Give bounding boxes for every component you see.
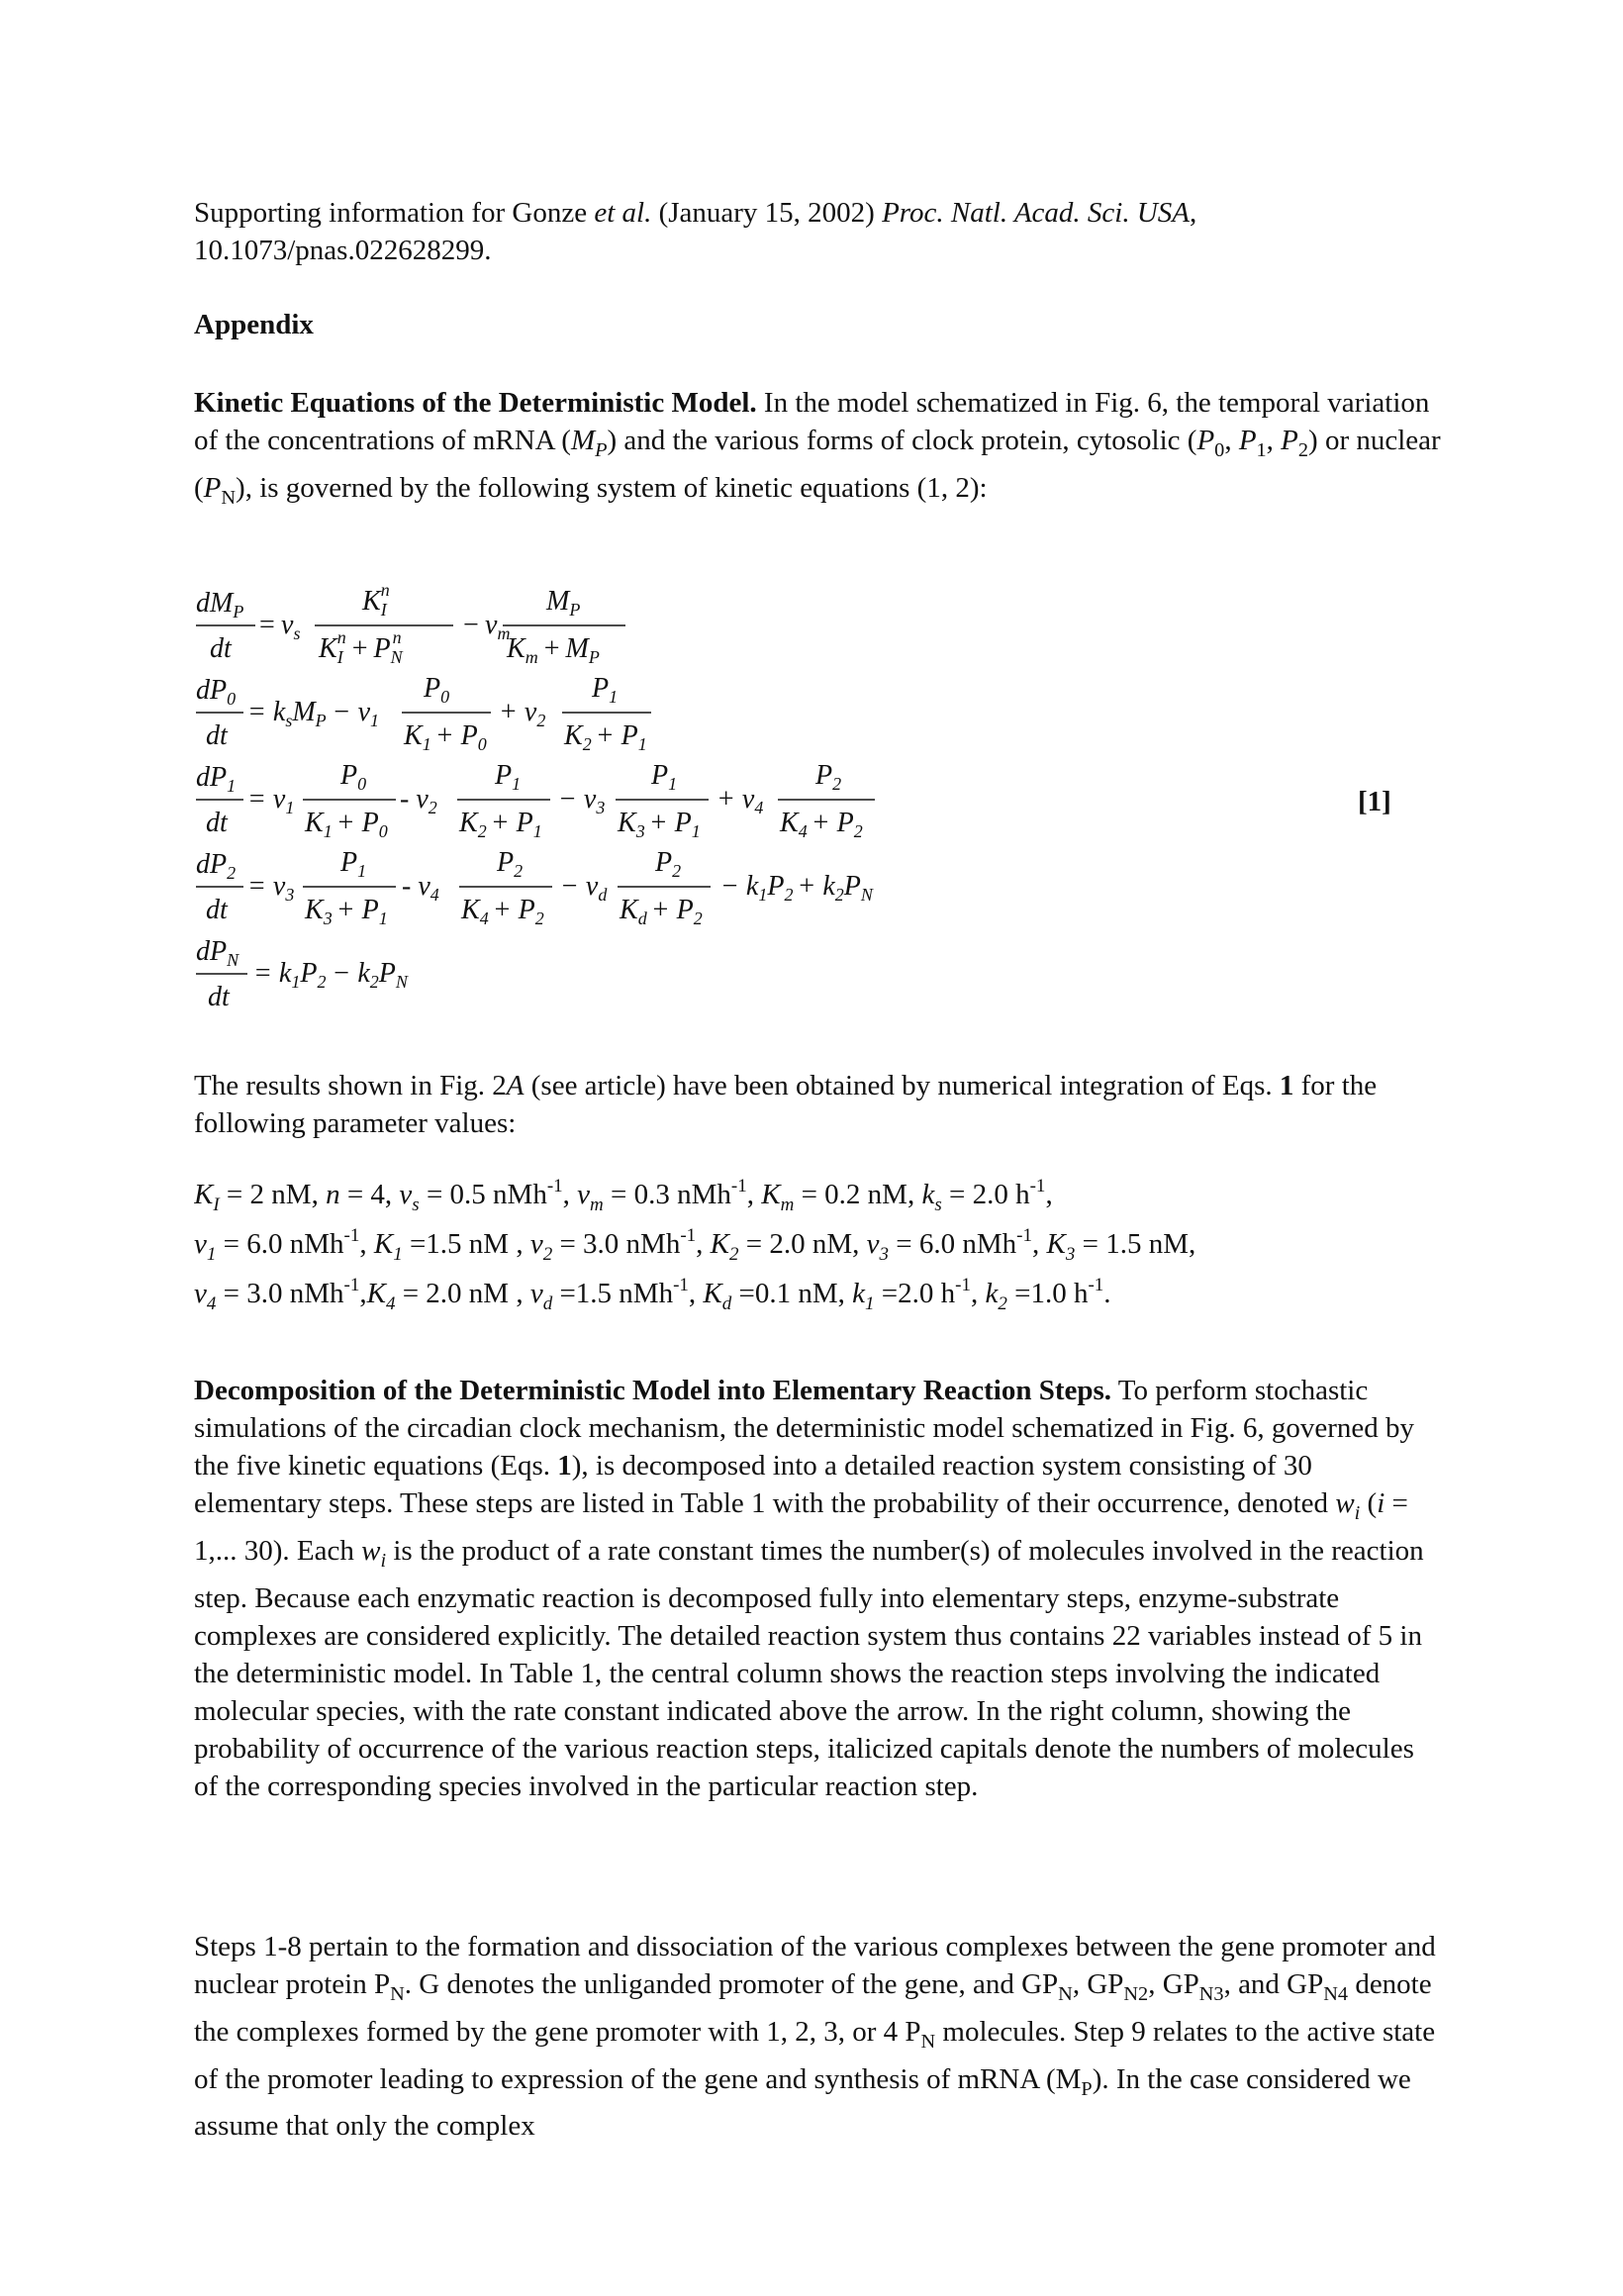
svg-text:P2: $P_2$ <box>497 847 524 881</box>
parameter-subscript: 1 <box>206 1244 217 1265</box>
parameter-superscript: -1 <box>343 1275 360 1295</box>
parameter-value: = 1.5 nM, <box>1075 1228 1196 1260</box>
parameter-superscript: -1 <box>1016 1225 1032 1246</box>
svg-text:K4+ P2: $K_4 + P_2$ <box>780 808 863 841</box>
svg-text:= v1: = $v_1$ <box>247 784 295 817</box>
parameter-superscript: -1 <box>680 1225 697 1246</box>
equation-5 <box>196 936 409 1012</box>
svg-text:− k1P2+ k2PN: − $k_1P_2 + k_2P_N$ <box>720 871 873 905</box>
svg-text:− vd: − $v_d$ <box>560 871 608 905</box>
citation-journal: Proc. Natl. Acad. Sci. USA <box>882 197 1190 229</box>
parameter-separator: , <box>746 1179 762 1210</box>
parameter-symbol: K <box>194 1179 214 1210</box>
svg-text:P0: $P_0$ <box>424 673 450 707</box>
svg-text:vm: $v_m$ <box>485 610 511 643</box>
equation-3 <box>196 760 875 841</box>
parameter-value: =2.0 h <box>874 1278 956 1309</box>
parameter-separator: , <box>562 1179 578 1210</box>
svg-text:dP0: $dP_0$ <box>196 675 237 709</box>
svg-text:=: = <box>259 610 275 640</box>
symbol-sub: P <box>1081 2077 1093 2100</box>
decomposition-heading: Decomposition of the Deterministic Model into Elementary Reaction Steps. <box>194 1375 1112 1406</box>
svg-text:= v3: = $v_3$ <box>247 871 295 905</box>
citation-prefix: Supporting information for Gonze <box>194 197 595 229</box>
svg-text:dt: dt <box>208 982 230 1012</box>
parameter-subscript: 2 <box>729 1244 739 1265</box>
svg-text:= k1P2− k2PN: = $k_1P_2 - k_2P_N$ <box>253 958 408 992</box>
decomposition-text: = 1,... 30). Each <box>194 1487 1408 1567</box>
svg-text:K2+ P1: $K_2 + P_1$ <box>564 720 647 754</box>
parameter-superscript: -1 <box>343 1225 360 1246</box>
parameter-line <box>194 1225 1195 1265</box>
parameter-subscript: m <box>780 1195 795 1215</box>
svg-text:Km+MP: $K_m + M_P$ <box>507 633 600 667</box>
steps-text: , GP <box>1072 1968 1124 2000</box>
svg-text:- v4: - $v_4$ <box>402 871 439 905</box>
symbol: P <box>1281 425 1298 456</box>
kinetic-text: ), is governed by the following system of kinetic equations (1, 2): <box>236 471 988 504</box>
symbol-sub: 2 <box>1297 438 1309 461</box>
equation-2 <box>196 673 651 754</box>
equation-1 <box>196 582 625 667</box>
decomposition-text: ( <box>1360 1487 1378 1519</box>
svg-text:Kd+ P2: $K_d + P_2$ <box>620 895 703 928</box>
results-eq-ref: 1 <box>1279 1070 1294 1101</box>
parameter-value: = 4, <box>339 1179 400 1210</box>
parameter-value: = 0.5 nMh <box>419 1179 547 1210</box>
steps-text: , and GP <box>1223 1968 1324 2000</box>
parameter-symbol: K <box>1046 1228 1066 1260</box>
parameter-value: = 2.0 nM, <box>738 1228 867 1260</box>
symbol-sub: 0 <box>1214 438 1225 461</box>
parameter-symbol: n <box>326 1179 340 1210</box>
parameter-separator: , <box>970 1278 986 1309</box>
svg-text:= ksMP− v1: = $k_sM_P - v_1$ <box>247 697 379 730</box>
svg-text:P1: $P_1$ <box>592 673 619 707</box>
parameter-superscript: -1 <box>1088 1275 1104 1295</box>
svg-text:P0: $P_0$ <box>340 760 367 794</box>
citation-suffix: , <box>1190 197 1197 229</box>
svg-text:P2: $P_2$ <box>815 760 842 794</box>
parameter-value: = 2 nM, <box>219 1179 327 1210</box>
parameter-subscript: s <box>412 1195 420 1215</box>
kinetic-text: ) and the various forms of clock protein, cytosolic ( <box>607 425 1197 456</box>
parameter-superscript: -1 <box>730 1176 747 1196</box>
parameter-symbol: K <box>366 1278 386 1309</box>
citation-date: (January 15, 2002) <box>651 197 883 229</box>
citation-doi: 10.1073/pnas.022628299. <box>194 235 492 266</box>
results-text: (see article) have been obtained by numerical integration of Eqs. <box>524 1070 1280 1101</box>
citation-header <box>194 194 1441 269</box>
parameter-separator: , <box>688 1278 704 1309</box>
svg-text:P1: $P_1$ <box>340 847 367 881</box>
parameter-value: = 3.0 nMh <box>552 1228 681 1260</box>
svg-text:dP2: $dP_2$ <box>196 849 237 883</box>
svg-text:dt: dt <box>206 895 228 925</box>
symbol: w <box>361 1534 381 1567</box>
svg-text:−: − <box>463 610 479 640</box>
svg-text:dt: dt <box>210 633 232 664</box>
parameter-separator: , <box>359 1278 367 1309</box>
parameter-value: = 6.0 nMh <box>889 1228 1017 1260</box>
symbol: i <box>1377 1487 1385 1519</box>
parameter-subscript: 3 <box>1065 1244 1076 1265</box>
parameter-value: = 3.0 nMh <box>216 1278 344 1309</box>
parameter-value: =1.5 nMh <box>552 1278 674 1309</box>
svg-text:K1+ P0: $K_1 + P_0$ <box>404 720 487 754</box>
symbol-sub: P <box>595 438 608 461</box>
parameter-subscript: d <box>721 1293 732 1314</box>
svg-text:P2: $P_2$ <box>655 847 682 881</box>
parameter-svg <box>194 1174 1461 1332</box>
parameter-superscript: -1 <box>546 1176 563 1196</box>
parameter-subscript: 3 <box>879 1244 890 1265</box>
parameter-symbol: v <box>577 1179 591 1210</box>
kinetic-equations <box>194 582 1441 1027</box>
decomposition-eq-ref: 1 <box>557 1450 572 1482</box>
svg-text:KIn+PNn: $K_In + P_Nn$ <box>319 627 403 667</box>
steps-paragraph <box>194 1928 1441 2145</box>
parameter-value: = 0.2 nM, <box>794 1179 922 1210</box>
parameter-separator: . <box>1103 1278 1111 1309</box>
parameter-value: =1.0 h <box>1006 1278 1089 1309</box>
svg-text:KIn: $K_In$ <box>362 582 390 620</box>
kinetic-paragraph <box>194 384 1441 517</box>
equations-svg <box>194 582 1441 1027</box>
parameter-subscript: 2 <box>542 1244 553 1265</box>
svg-text:dPN: $dP_N$ <box>196 936 239 970</box>
steps-text: molecules. Step 9 relates to the active state of the promoter leading to expression of the gene and synthesis of mRNA (M <box>194 2015 1436 2095</box>
parameter-subscript: d <box>542 1293 553 1314</box>
symbol-sub: N <box>1058 1982 1073 2005</box>
svg-text:P1: $P_1$ <box>651 760 678 794</box>
symbol-sub: 1 <box>1256 438 1267 461</box>
svg-text:K3+ P1: $K_3 + P_1$ <box>305 895 388 928</box>
symbol: w <box>1335 1487 1355 1519</box>
equation-4 <box>196 847 874 928</box>
symbol-sub: N3 <box>1198 1982 1224 2005</box>
parameter-subscript: I <box>213 1195 220 1215</box>
parameter-symbol: k <box>985 1278 999 1309</box>
symbol: P <box>203 471 222 504</box>
parameter-symbol: v <box>399 1179 413 1210</box>
steps-text: . G denotes the unliganded promoter of the gene, and GP <box>404 1968 1059 2000</box>
parameter-superscript: -1 <box>673 1275 689 1295</box>
parameter-symbol: v <box>194 1228 207 1260</box>
symbol-sub: N4 <box>1323 1982 1349 2005</box>
parameter-value: = 2.0 h <box>941 1179 1030 1210</box>
svg-text:P1: $P_1$ <box>495 760 522 794</box>
parameter-subscript: 2 <box>998 1293 1007 1314</box>
equation-number: [1] <box>1358 786 1391 817</box>
svg-text:vs: $v_s$ <box>281 610 301 643</box>
parameter-line <box>194 1275 1111 1314</box>
decomposition-text: ), is decomposed into a detailed reaction system consisting of 30 elementary steps. These steps are listed in Table 1 with the probability of their occurrence, denoted <box>194 1450 1336 1519</box>
parameter-symbol: k <box>852 1278 866 1309</box>
parameter-value: = 0.3 nMh <box>603 1179 731 1210</box>
svg-text:- v2: - $v_2$ <box>400 784 437 817</box>
symbol-sub: N <box>221 486 237 509</box>
svg-text:+ v4: + $v_4$ <box>716 784 764 817</box>
svg-text:MP: $M_P$ <box>546 586 581 620</box>
parameter-symbol: v <box>529 1278 543 1309</box>
results-paragraph <box>194 1067 1441 1142</box>
parameter-subscript: 4 <box>385 1293 396 1314</box>
parameter-subscript: m <box>590 1195 604 1215</box>
symbol: M <box>570 425 596 456</box>
svg-text:dMP: $dM_P$ <box>196 588 244 622</box>
decomposition-text: is the product of a rate constant times the number(s) of molecules involved in the reaction step. Because each enzymatic reaction is decomposed fully into elementary steps, enzyme-substrate complexes are considered explicitly. The detailed reaction system thus contains 22 variables instead of 5 in the deterministic model. In Table 1, the central column shows the reaction steps involving the indicated molecular species, with the rate constant indicated above the arrow. In the right column, showing the probability of occurrence of the various reaction steps, italicized capitals denote the numbers of molecules of the corresponding species involved in the particular reaction step. <box>194 1534 1424 1802</box>
svg-text:dt: dt <box>206 720 228 751</box>
parameter-separator: , <box>696 1228 711 1260</box>
svg-text:K1+ P0: $K_1 + P_0$ <box>305 808 388 841</box>
decomposition-text: To perform stochastic simulations of the circadian clock mechanism, the deterministic model schematized in Fig. 6, governed by the five kinetic equations (Eqs. <box>194 1375 1414 1482</box>
svg-text:K3+ P1: $K_3 + P_1$ <box>618 808 701 841</box>
steps-text: ). In the case considered we assume that only the complex <box>194 2062 1411 2143</box>
parameter-separator: , <box>1045 1179 1053 1210</box>
parameter-separator: , <box>1032 1228 1047 1260</box>
parameter-value: = 6.0 nMh <box>216 1228 344 1260</box>
kinetic-heading: Kinetic Equations of the Deterministic Model. <box>194 387 757 419</box>
parameter-symbol: K <box>710 1228 730 1260</box>
kinetic-text: ) or nuclear ( <box>194 425 1441 504</box>
parameter-symbol: v <box>194 1278 207 1309</box>
appendix-title: Appendix <box>194 309 314 340</box>
svg-text:K4+ P2: $K_4 + P_2$ <box>461 895 544 928</box>
parameter-subscript: 1 <box>393 1244 403 1265</box>
parameter-values <box>194 1174 1461 1332</box>
parameter-symbol: K <box>703 1278 722 1309</box>
results-text: The results shown in Fig. 2 <box>194 1070 507 1101</box>
kinetic-text: In the model schematized in Fig. 6, the temporal variation of the concentrations of mRNA ( <box>194 387 1430 456</box>
steps-text: Steps 1-8 pertain to the formation and dissociation of the various complexes between the gene promoter and nuclear protein P <box>194 1931 1436 2000</box>
svg-text:dP1: $dP_1$ <box>196 762 237 796</box>
svg-text:+ v2: + $v_2$ <box>499 697 546 730</box>
parameter-symbol: K <box>761 1179 781 1210</box>
steps-text: denote the complexes formed by the gene promoter with 1, 2, 3, or 4 P <box>194 1968 1432 2048</box>
parameter-line <box>194 1176 1053 1215</box>
parameter-symbol: v <box>866 1228 880 1260</box>
parameter-value: =0.1 nM, <box>731 1278 853 1309</box>
parameter-superscript: -1 <box>1029 1176 1046 1196</box>
parameter-subscript: 4 <box>206 1293 217 1314</box>
citation-etal: et al. <box>594 197 652 229</box>
parameter-value: =1.5 nM , <box>402 1228 530 1260</box>
results-fig-letter: A <box>506 1070 525 1101</box>
steps-text: , GP <box>1148 1968 1199 2000</box>
parameter-subscript: s <box>934 1195 942 1215</box>
svg-text:− v3: − $v_3$ <box>558 784 606 817</box>
symbol: P <box>1196 425 1215 456</box>
kinetic-text: , <box>1224 425 1239 456</box>
results-text: for the following parameter values: <box>194 1070 1378 1139</box>
symbol-sub: N2 <box>1123 1982 1149 2005</box>
svg-text:K2+ P1: $K_2 + P_1$ <box>459 808 542 841</box>
symbol-sub: N <box>920 2030 936 2053</box>
decomposition-paragraph <box>194 1372 1441 1805</box>
symbol-sub: N <box>390 1982 405 2005</box>
parameter-symbol: K <box>373 1228 394 1260</box>
parameter-symbol: v <box>529 1228 543 1260</box>
parameter-symbol: k <box>921 1179 935 1210</box>
parameter-value: = 2.0 nM , <box>395 1278 530 1309</box>
parameter-separator: , <box>359 1228 374 1260</box>
parameter-subscript: 1 <box>865 1293 875 1314</box>
symbol: P <box>1238 425 1257 456</box>
kinetic-text: , <box>1266 425 1282 456</box>
svg-text:dt: dt <box>206 808 228 838</box>
symbol-sub: i <box>1354 1501 1361 1524</box>
parameter-superscript: -1 <box>955 1275 971 1295</box>
symbol-sub: i <box>380 1549 387 1572</box>
